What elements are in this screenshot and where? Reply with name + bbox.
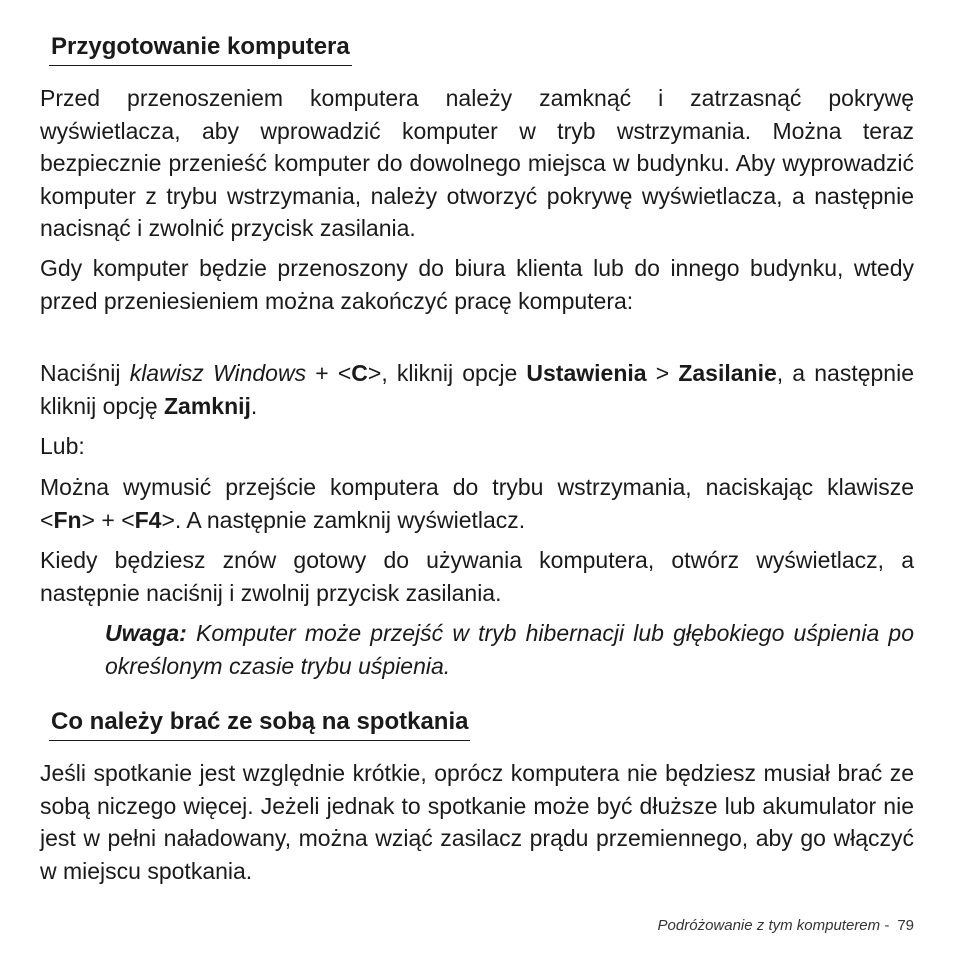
paragraph-moving-building: Gdy komputer będzie przenoszony do biura klienta lub do innego budynku, wtedy przed przeniesieniem można zakończyć pracę komputera: [40, 255, 914, 314]
fn-key-text: Fn [53, 506, 82, 533]
power-option-text: Zasilanie [678, 360, 777, 386]
footer-chapter: Podróżowanie z tym komputerem - [657, 917, 890, 934]
text-fragment: > + < [81, 506, 135, 533]
paragraph-shutdown-instructions [40, 357, 914, 422]
text-fragment: >, kliknij opcje [367, 360, 527, 386]
f4-key-text: F4 [134, 506, 162, 533]
text-fragment: Można wymusić przejście komputera do trybu wstrzymania, naciskając klawisze < [40, 474, 914, 533]
note-label: Uwaga: [105, 620, 187, 646]
heading-underline [49, 740, 470, 741]
text-fragment: >. A następnie zamknij wyświetlacz. [161, 506, 526, 533]
page-footer [658, 917, 914, 934]
note-hibernation [105, 617, 914, 682]
note-text: Komputer może przejść w tryb hibernacji lub głębokiego uśpienia po określonym czasie trybu uśpienia. [105, 620, 914, 679]
section-heading-preparing-computer [51, 33, 350, 61]
windows-key-text: klawisz Windows [129, 360, 307, 386]
paragraph-closing-lid: Przed przenoszeniem komputera należy zamknąć i zatrzasnąć pokrywę wyświetlacza, aby wprowadzić komputer w tryb wstrzymania. Można teraz bezpiecznie przenieść komputer do dowolnego miejsca w budynku. Aby wyprowadzić komputer z trybu wstrzymania, należy otworzyć pokrywę wyświetlacza, a następnie nacisnąć i zwolnić przycisk zasilania. [40, 85, 914, 241]
section-heading-meetings [51, 708, 468, 736]
text-fragment: , a następnie kliknij opcję [40, 360, 914, 419]
settings-option-text: Ustawienia [526, 360, 647, 386]
c-key-text: C [351, 360, 368, 386]
heading-text: Co należy brać ze sobą na spotkania [51, 708, 469, 735]
paragraph-meetings: Jeśli spotkanie jest względnie krótkie, oprócz komputera nie będziesz musiał brać ze sobą niczego więcej. Jeżeli jednak to spotkanie może być dłuższe lub akumulator nie jest w pełni naładowany, można wziąć zasilacz prądu przemiennego, aby go włączyć w miejscu spotkania. [40, 760, 914, 884]
paragraph-force-standby [40, 471, 914, 536]
text-fragment: Naciśnij [40, 360, 130, 386]
text-fragment: . [250, 392, 258, 419]
text-fragment: > [646, 360, 679, 386]
shutdown-option-text: Zamknij [164, 392, 251, 419]
heading-text: Przygotowanie komputera [51, 33, 350, 60]
text-fragment: + < [306, 360, 352, 386]
heading-underline [49, 65, 352, 66]
paragraph-resume: Kiedy będziesz znów gotowy do używania komputera, otwórz wyświetlacz, a następnie naciśnij i zwolnij przycisk zasilania. [40, 547, 914, 606]
page-number: 79 [897, 917, 914, 934]
paragraph-or: Lub: [40, 433, 85, 459]
